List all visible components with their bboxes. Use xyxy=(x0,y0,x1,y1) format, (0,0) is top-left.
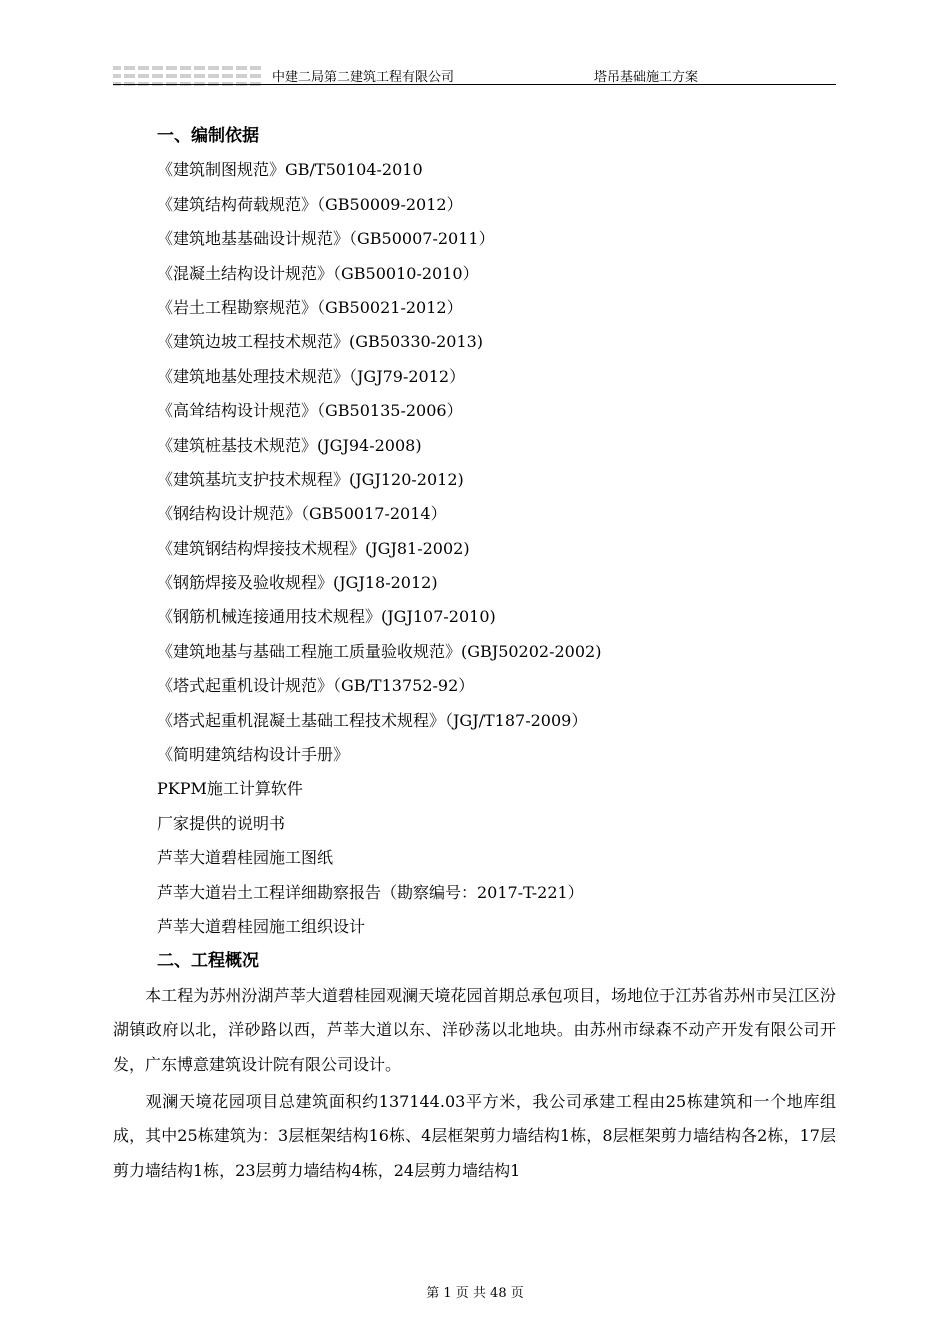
reference-item: 《高耸结构设计规范》（GB50135-2006） xyxy=(157,401,463,421)
reference-item: 《建筑制图规范》GB/T50104-2010 xyxy=(157,160,423,180)
header-company-name: 中建二局第二建筑工程有限公司 xyxy=(272,70,455,85)
reference-item: 《建筑地基基础设计规范》（GB50007-2011） xyxy=(157,229,495,249)
body-paragraph xyxy=(113,979,836,1082)
reference-list xyxy=(157,153,837,944)
page-number: 第 1 页 共 48 页 xyxy=(426,1286,524,1301)
section-heading: 一、编制依据 xyxy=(157,126,259,146)
header-divider xyxy=(113,84,836,85)
reference-item: 芦莘大道碧桂园施工图纸 xyxy=(157,848,334,868)
reference-item: 《建筑地基与基础工程施工质量验收规范》(GBJ50202-2002) xyxy=(157,641,602,661)
reference-item: 《塔式起重机混凝土基础工程技术规程》（JGJ/T187-2009） xyxy=(157,710,588,730)
reference-item: 《建筑钢结构焊接技术规程》(JGJ81-2002) xyxy=(157,538,470,558)
reference-item: 《建筑桩基技术规范》(JGJ94-2008) xyxy=(157,435,422,455)
reference-item: 《建筑地基处理技术规范》（JGJ79-2012） xyxy=(157,366,466,386)
reference-item: 《钢筋机械连接通用技术规程》(JGJ107-2010) xyxy=(157,607,496,627)
reference-item: PKPM施工计算软件 xyxy=(157,779,303,799)
reference-item: 《建筑边坡工程技术规范》(GB50330-2013) xyxy=(157,332,484,352)
paragraph-text: 本工程为苏州汾湖芦莘大道碧桂园观澜天境花园首期总承包项目，场地位于江苏省苏州市吴江区汾湖镇政府以北，洋砂路以西，芦莘大道以东、洋砂荡以北地块。由苏州市绿森不动产开发有限公司开发，广东博意建筑设计院有限公司设计。 xyxy=(113,985,836,1074)
reference-item: 《钢结构设计规范》（GB50017-2014） xyxy=(157,504,447,524)
reference-item: 厂家提供的说明书 xyxy=(157,813,286,833)
reference-item: 《建筑基坑支护技术规程》(JGJ120-2012) xyxy=(157,469,464,489)
page-content xyxy=(113,119,837,1188)
reference-item: 《塔式起重机设计规范》（GB/T13752-92） xyxy=(157,676,475,696)
company-logo-watermark xyxy=(113,64,261,90)
reference-item: 《简明建筑结构设计手册》 xyxy=(157,745,350,765)
reference-item: 《建筑结构荷载规范》（GB50009-2012） xyxy=(157,194,463,214)
reference-item: 芦莘大道岩土工程详细勘察报告（勘察编号：2017-T-221） xyxy=(157,882,584,902)
section-heading: 二、工程概况 xyxy=(157,951,259,972)
header-document-title: 塔吊基础施工方案 xyxy=(594,70,699,85)
reference-item: 《岩土工程勘察规范》（GB50021-2012） xyxy=(157,297,463,317)
body-paragraph xyxy=(113,1085,836,1188)
reference-item: 《混凝土结构设计规范》（GB50010-2010） xyxy=(157,263,479,283)
reference-item: 《钢筋焊接及验收规程》(JGJ18-2012) xyxy=(157,573,438,593)
paragraph-text: 观澜天境花园项目总建筑面积约137144.03平方米，我公司承建工程由25栋建筑和一个地库组成，其中25栋建筑为：3层框架结构16栋、4层框架剪力墙结构1栋，8层框架剪力墙结构各2栋，17层剪力墙结构1栋，23层剪力墙结构4栋，24层剪力墙结构1 xyxy=(113,1091,836,1180)
reference-item: 芦莘大道碧桂园施工组织设计 xyxy=(157,916,366,936)
